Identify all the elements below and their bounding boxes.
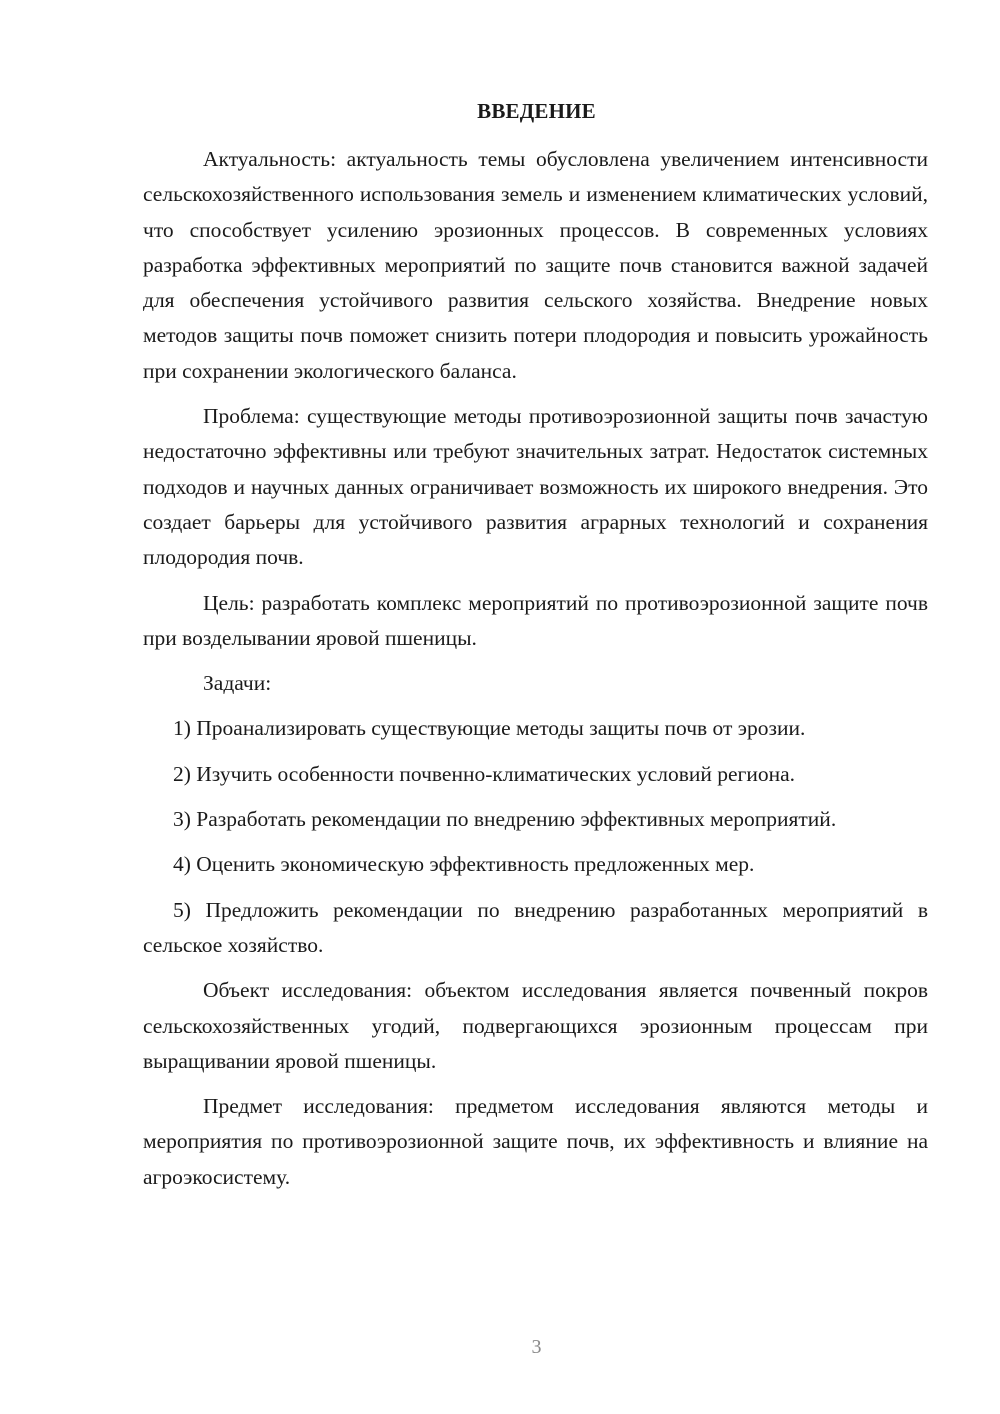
task-item-3: 3) Разработать рекомендации по внедрению эффективных мероприятий. [173,807,837,832]
task-item-4: 4) Оценить экономическую эффективность предложенных мер. [173,852,755,877]
paragraph-problem: Проблема: существующие методы противоэрозионной защиты почв зачастую недостаточно эффективны или требуют значительных затрат. Недостаток системных подходов и научных данных ограничивает возможность их широкого внедрения. Это создает барьеры для устойчивого развития аграрных технологий и сохранения плодородия почв. [143,404,928,570]
page-number: 3 [531,1336,542,1358]
tasks-heading: Задачи: [203,671,272,696]
document-body [143,142,928,1195]
paragraph-object: Объект исследования: объектом исследования является почвенный покров сельскохозяйственных угодий, подвергающихся эрозионным процессам при выращивании яровой пшеницы. [143,978,928,1073]
paragraph-subject: Предмет исследования: предметом исследования являются методы и мероприятия по противоэрозионной защите почв, их эффективность и влияние на агроэкосистему. [143,1094,928,1189]
paragraph-goal: Цель: разработать комплекс мероприятий по противоэрозионной защите почв при возделывании яровой пшеницы. [143,590,928,650]
task-item-1: 1) Проанализировать существующие методы защиты почв от эрозии. [173,716,806,741]
task-item-5: 5) Предложить рекомендации по внедрению разработанных мероприятий в сельское хозяйство. [143,897,928,957]
page-title: ВВЕДЕНИЕ [477,99,596,123]
paragraph-relevance: Актуальность: актуальность темы обусловлена увеличением интенсивности сельскохозяйственного использования земель и изменением климатических условий, что способствует усилению эрозионных процессов. В современных условиях разработка эффективных мероприятий по защите почв становится важной задачей для обеспечения устойчивого развития сельского хозяйства. Внедрение новых методов защиты почв поможет снизить потери плодородия и повысить урожайность при сохранении экологического баланса. [143,147,928,383]
task-item-2: 2) Изучить особенности почвенно-климатических условий региона. [173,761,796,786]
